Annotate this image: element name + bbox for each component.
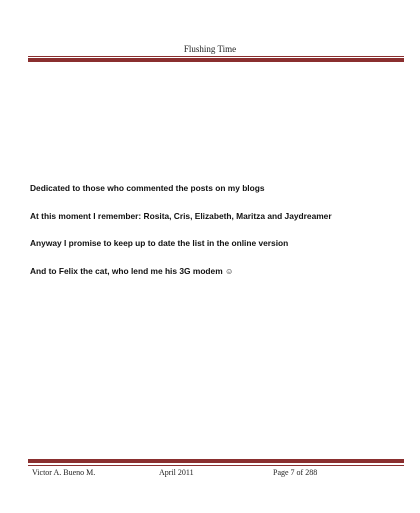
dedication-line-2: At this moment I remember: Rosita, Cris, Elizabeth, Maritza and Jaydreamer: [30, 210, 332, 221]
footer-date: April 2011: [159, 468, 194, 477]
header-rule-thick: [28, 58, 404, 62]
dedication-line-4: And to Felix the cat, who lend me his 3G modem ☺: [30, 265, 234, 276]
footer-rule-thick: [28, 459, 404, 463]
footer-page-number: Page 7 of 288: [273, 468, 318, 477]
dedication-line-3: Anyway I promise to keep up to date the list in the online version: [30, 238, 289, 248]
running-header-title: Flushing Time: [183, 44, 237, 54]
dedication-line-1: Dedicated to those who commented the posts on my blogs: [30, 183, 265, 193]
running-footer: [0, 468, 420, 480]
footer-author: Victor A. Bueno M.: [32, 468, 96, 477]
dedication-text: [30, 183, 390, 293]
footer-rule-thin: [28, 465, 404, 466]
header-rule-thin: [28, 56, 404, 57]
